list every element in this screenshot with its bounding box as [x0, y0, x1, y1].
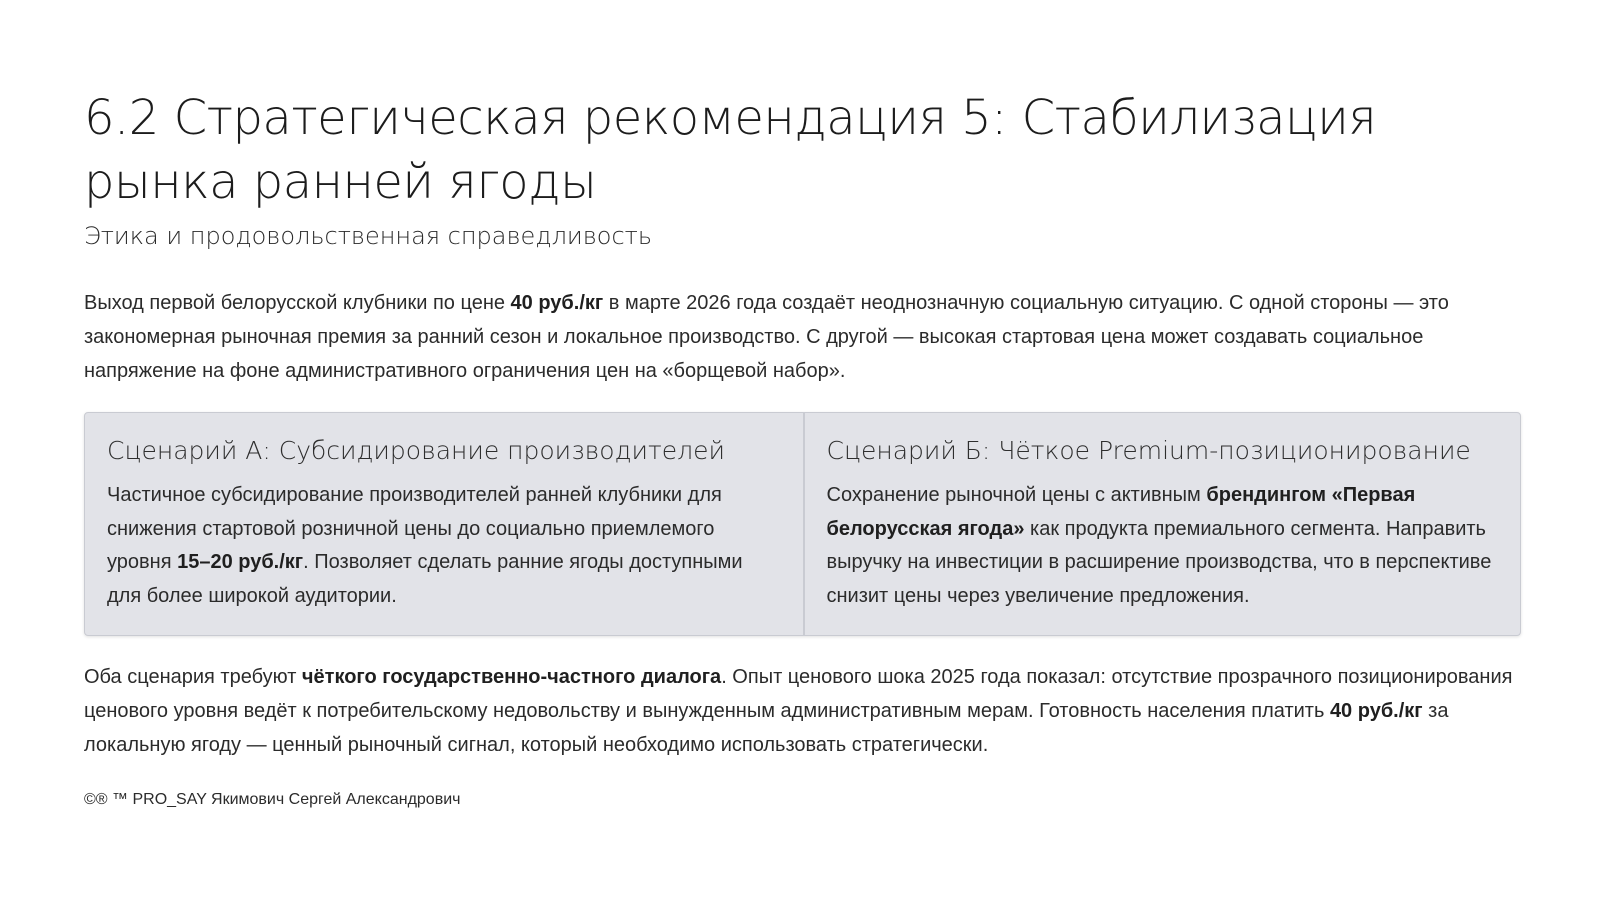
outro-text-2: . Опыт ценового шока 2025 года показал: отсутствие прозрачного позиционирования ценового уровня ведёт к потребительскому недовольству и вынужденным административным мерам. Готовность населения платить — [84, 666, 1513, 722]
scenario-a-highlight: 15–20 руб./кг — [177, 551, 304, 573]
intro-price-highlight: 40 руб./кг — [510, 292, 604, 314]
slide — [84, 86, 1524, 810]
intro-paragraph — [84, 286, 1524, 388]
scenario-b-text — [827, 479, 1499, 613]
scenario-b-text-1: Сохранение рыночной цены с активным — [826, 484, 1207, 506]
outro-text-1: Оба сценария требуют — [84, 666, 302, 688]
outro-highlight-dialog: чёткого государственно-частного диалога — [301, 666, 722, 688]
scenario-b-highlight: брендингом «Первая белорусская ягода» — [826, 484, 1416, 540]
intro-text-1: Выход первой белорусской клубники по цене — [84, 292, 511, 314]
intro-text-2: в марте 2026 года создаёт неоднозначную социальную ситуацию. С одной стороны — это закономерная рыночная премия за ранний сезон и локальное производство. С другой — высокая стартовая цена может создавать социальное напряжение на фоне административного ограничения цен на «борщевой набор». — [84, 292, 1449, 382]
scenario-a-card — [85, 413, 803, 635]
scenario-a-text — [107, 479, 781, 613]
scenario-a-text-1: Частичное субсидирование производителей ранней клубники для снижения стартовой розничной цены до социально приемлемого уровня — [107, 484, 722, 573]
page-subtitle: Этика и продовольственная справедливость — [84, 222, 652, 250]
scenario-a-title: Сценарий А: Субсидирование производителей — [107, 436, 725, 465]
outro-text-3: за локальную ягоду — ценный рыночный сигнал, который необходимо использовать стратегически. — [84, 700, 1449, 756]
copyright-footer: ©® ™ PRO_SAY Якимович Сергей Александрович — [84, 791, 461, 808]
outro-paragraph — [84, 660, 1524, 762]
scenario-a-text-2: . Позволяет сделать ранние ягоды доступными для более широкой аудитории. — [107, 551, 743, 607]
scenario-b-card — [803, 413, 1521, 635]
scenario-b-text-2: как продукта премиального сегмента. Направить выручку на инвестиции в расширение производства, что в перспективе снизит цены через увеличение предложения. — [826, 517, 1492, 607]
outro-price-highlight: 40 руб./кг — [1329, 700, 1423, 722]
scenario-b-title: Сценарий Б: Чёткое Premium-позиционирование — [826, 436, 1471, 465]
page-title: 6.2 Стратегическая рекомендация 5: Стабилизация рынка ранней ягоды — [84, 90, 1377, 210]
scenarios-panel — [84, 412, 1521, 636]
